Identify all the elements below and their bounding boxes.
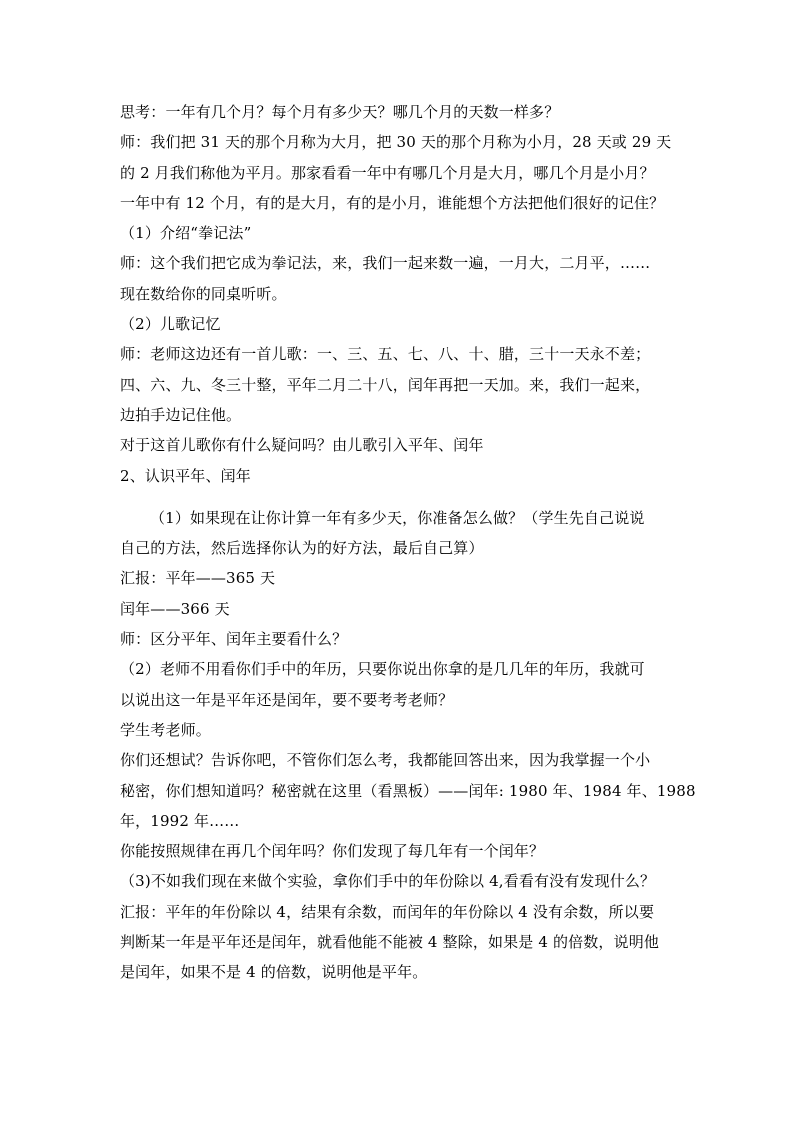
text-line: 对于这首儿歌你有什么疑问吗？由儿歌引入平年、闰年 xyxy=(120,436,484,455)
text-line: 的 2 月我们称他为平月。那家看看一年中有哪几个月是大月，哪几个月是小月？ xyxy=(120,163,655,182)
text-line: 师：我们把 31 天的那个月称为大月，把 30 天的那个月称为小月，28 天或 29 天 xyxy=(120,133,672,152)
text-line: 自己的方法，然后选择你认为的好方法，最后自己算） xyxy=(120,539,484,558)
text-line: （2）老师不用看你们手中的年历，只要你说出你拿的是几几年的年历，我就可 xyxy=(120,660,645,679)
document-body xyxy=(120,97,696,988)
text-line: （3)不如我们现在来做个实验，拿你们手中的年份除以 4,看看有没有发现什么？ xyxy=(120,872,656,891)
text-line: 判断某一年是平年还是闰年，就看他能不能被 4 整除，如果是 4 的倍数，说明他 xyxy=(120,933,660,952)
text-line: 一年中有 12 个月，有的是大月，有的是小月，谁能想个方法把他们很好的记住？ xyxy=(120,193,665,212)
text-line: （1）介绍“拳记法” xyxy=(120,224,252,243)
text-line: 闰年——366 天 xyxy=(120,599,230,618)
text-line: 汇报：平年——365 天 xyxy=(120,569,276,588)
text-line: 四、六、九、冬三十整，平年二月二十八，闰年再把一天加。来，我们一起来， xyxy=(120,375,651,394)
text-line: 师：区分平年、闰年主要看什么？ xyxy=(120,630,348,649)
text-line: 是闰年，如果不是 4 的倍数，说明他是平年。 xyxy=(120,963,428,982)
text-line: 师：这个我们把它成为拳记法，来，我们一起来数一遍，一月大，二月平，…… xyxy=(120,254,651,273)
text-line: 秘密，你们想知道吗？秘密就在这里（看黑板）——闰年: 1980 年、1984 年、1988 xyxy=(120,781,696,800)
text-line: 以说出这一年是平年还是闰年，要不要考考老师？ xyxy=(120,690,454,709)
text-line: （1）如果现在让你计算一年有多少天，你准备怎么做？（学生先自己说说 xyxy=(150,508,645,527)
text-line: 师：老师这边还有一首儿歌：一、三、五、七、八、十、腊，三十一天永不差； xyxy=(120,345,651,364)
text-line: 汇报：平年的年份除以 4，结果有余数，而闰年的年份除以 4 没有余数，所以要 xyxy=(120,902,655,921)
text-line: 你能按照规律在再几个闰年吗？你们发现了每几年有一个闰年？ xyxy=(120,842,545,861)
text-line: 思考：一年有几个月？每个月有多少天？哪几个月的天数一样多？ xyxy=(120,103,560,121)
text-line: （2）儿歌记忆 xyxy=(120,315,221,334)
paragraph-gap xyxy=(120,491,680,503)
text-line: 边拍手边记住他。 xyxy=(120,405,242,424)
text-line: 2、认识平年、闰年 xyxy=(120,466,251,485)
text-line: 你们还想试？告诉你吧，不管你们怎么考，我都能回答出来，因为我掌握一个小 xyxy=(120,751,651,770)
text-line: 学生考老师。 xyxy=(120,720,211,739)
text-line: 年，1992 年…… xyxy=(120,811,240,830)
text-line: 现在数给你的同桌听听。 xyxy=(120,284,287,303)
